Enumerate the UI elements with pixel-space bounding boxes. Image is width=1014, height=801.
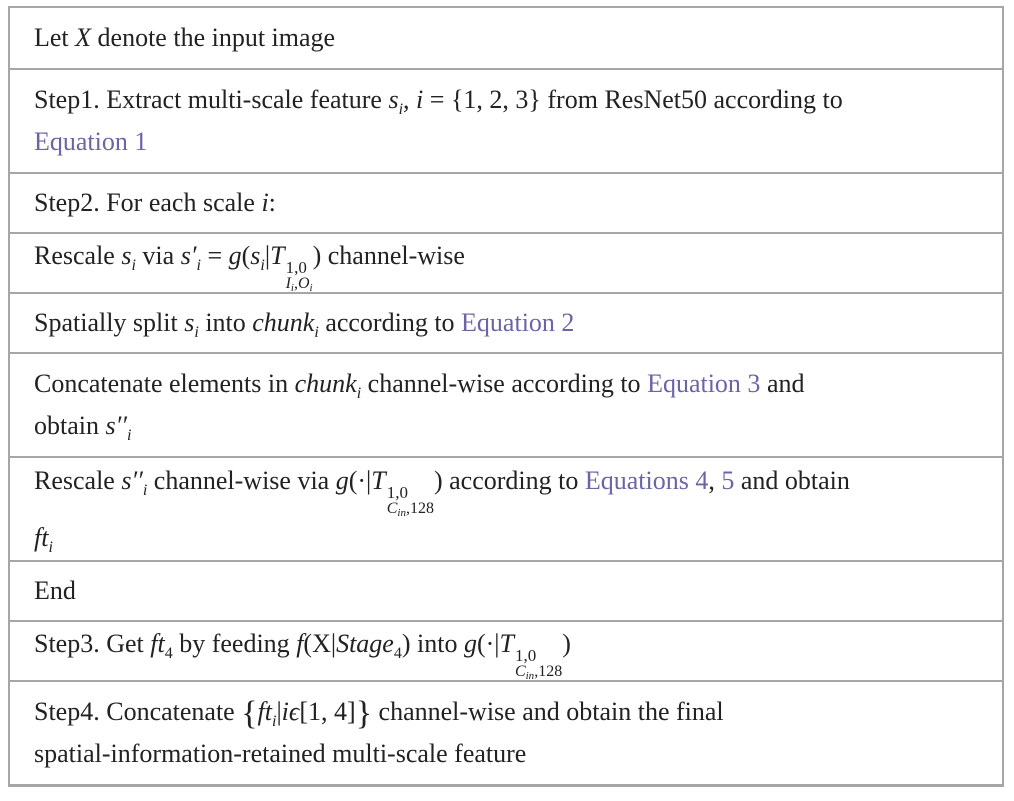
subscript: i <box>48 538 53 556</box>
func-f: f <box>296 628 304 658</box>
text: ) <box>433 465 443 495</box>
subscript <box>387 501 434 517</box>
left-brace: { <box>241 695 258 732</box>
text: via <box>135 240 181 270</box>
text: Step3. Get <box>34 628 151 658</box>
text: into <box>410 628 464 658</box>
equation-3-link[interactable]: Equation 3 <box>647 369 761 398</box>
text: | <box>264 240 271 270</box>
text: and obtain <box>734 465 850 495</box>
subscript: i <box>356 385 362 402</box>
text: according to <box>442 465 585 495</box>
step-row-step2 <box>10 172 1002 232</box>
subscript: i <box>260 256 265 274</box>
step-row-split <box>10 292 1002 352</box>
sup-sub-stack <box>515 647 562 680</box>
func-g: g <box>228 240 242 270</box>
step-row-rescale-2 <box>10 456 1002 560</box>
text: ) <box>562 628 571 658</box>
var-i: i <box>261 188 269 217</box>
text: = {1, 2, 3} from ResNet50 according to <box>423 85 843 114</box>
text: channel-wise via <box>147 465 336 495</box>
func-g: g <box>335 465 349 495</box>
row-text <box>34 79 992 121</box>
row-text <box>34 691 992 733</box>
step-row-step3 <box>10 620 1002 680</box>
row-text-2 <box>34 517 992 559</box>
text: = <box>200 240 229 270</box>
subscript: 4 <box>164 644 173 662</box>
var-x: X <box>75 23 92 52</box>
text: by feeding <box>172 628 297 658</box>
row-text-2 <box>34 405 992 447</box>
step-row-end <box>10 560 1002 620</box>
text: Let <box>34 23 76 52</box>
text: ( <box>241 240 251 270</box>
text: channel-wise <box>321 240 465 270</box>
text: (X| <box>303 628 337 658</box>
text: , <box>708 465 722 495</box>
var-ft: ft <box>150 628 165 658</box>
text: ) <box>312 240 322 270</box>
text: End <box>34 576 76 605</box>
text: Rescale <box>34 465 122 495</box>
var-i: i <box>416 85 424 114</box>
text: | <box>276 697 282 726</box>
row-text <box>34 570 992 612</box>
superscript: 1,0 <box>285 257 307 277</box>
text: ,128 <box>405 499 434 517</box>
row-text <box>34 182 992 224</box>
text: (·| <box>476 628 500 658</box>
text: (·| <box>348 465 372 495</box>
step-row-step1 <box>10 68 1002 172</box>
row-text <box>34 460 992 517</box>
var-chunk: chunk <box>294 369 357 398</box>
text: ,128 <box>534 662 563 680</box>
text: Step4. Concatenate <box>34 697 242 726</box>
var-ft: ft <box>34 522 49 552</box>
subscript: 4 <box>393 644 402 662</box>
subscript: i <box>309 281 313 294</box>
var-s: s <box>184 308 195 337</box>
text: C <box>514 662 526 680</box>
right-brace: } <box>355 695 373 732</box>
row-text-2 <box>34 733 992 775</box>
text: denote the input image <box>91 23 336 52</box>
subscript: i <box>142 481 148 499</box>
var-s-double-prime: s′′ <box>121 465 143 495</box>
element-of-symbol: ϵ <box>288 697 300 726</box>
subscript: in <box>525 669 535 682</box>
row-text <box>34 302 992 344</box>
text: [1, 4] <box>299 697 356 726</box>
var-t: T <box>270 240 285 270</box>
sup-sub-stack <box>286 259 313 292</box>
var-chunk: chunk <box>252 308 315 337</box>
step-row-input <box>10 8 1002 68</box>
text: into <box>198 308 253 337</box>
var-stage: Stage <box>336 628 394 658</box>
func-g: g <box>463 628 477 658</box>
row-text <box>34 17 992 59</box>
subscript: i <box>127 427 132 444</box>
text: Rescale <box>34 240 122 270</box>
text: spatial-information-retained multi-scale feature <box>34 739 527 768</box>
row-text <box>34 363 992 405</box>
row-text <box>34 235 992 292</box>
equation-5-link[interactable]: 5 <box>721 465 735 495</box>
var-s: s <box>250 240 261 270</box>
text: Step2. For each scale <box>34 188 262 217</box>
var-i: i <box>281 697 289 726</box>
subscript: in <box>397 506 406 519</box>
var-t: T <box>371 465 386 495</box>
text: : <box>268 188 276 217</box>
var-s: s <box>388 85 399 114</box>
text: channel-wise and obtain the final <box>372 697 724 726</box>
subscript: i <box>290 281 294 294</box>
var-ft: ft <box>257 697 272 726</box>
subscript: i <box>398 101 404 118</box>
text: O <box>297 274 310 292</box>
text: I <box>285 274 291 292</box>
step-row-step4 <box>10 680 1002 784</box>
algorithm-table <box>8 6 1004 787</box>
equation-2-link[interactable]: Equation 2 <box>461 308 575 337</box>
subscript: i <box>131 256 136 274</box>
equation-4-link[interactable]: Equations 4 <box>584 465 709 495</box>
var-s-prime: s′ <box>180 240 197 270</box>
equation-1-link[interactable]: Equation 1 <box>34 127 148 156</box>
text: and <box>760 369 805 398</box>
var-s-double-prime: s′′ <box>105 411 127 440</box>
sup-sub-stack <box>387 484 434 517</box>
step-row-rescale <box>10 232 1002 292</box>
subscript: i <box>196 256 201 274</box>
text: Step1. Extract multi-scale feature <box>34 85 389 114</box>
subscript: i <box>194 324 199 341</box>
subscript <box>515 664 562 680</box>
subscript: i <box>272 713 277 730</box>
var-t: T <box>499 628 514 658</box>
step-row-concatenate <box>10 352 1002 456</box>
subscript: i <box>314 324 319 341</box>
subscript <box>286 276 313 292</box>
text: according to <box>318 308 462 337</box>
row-text <box>34 623 992 680</box>
row-text-2 <box>34 121 992 163</box>
text: , <box>293 274 298 292</box>
text: Spatially split <box>34 308 185 337</box>
var-s: s <box>121 240 132 270</box>
text: obtain <box>34 411 106 440</box>
text: ) <box>401 628 411 658</box>
text: C <box>386 499 398 517</box>
superscript: 1,0 <box>386 482 408 502</box>
text: , <box>403 85 417 114</box>
superscript: 1,0 <box>514 645 537 665</box>
text: Concatenate elements in <box>34 369 295 398</box>
text: channel-wise according to <box>361 369 648 398</box>
